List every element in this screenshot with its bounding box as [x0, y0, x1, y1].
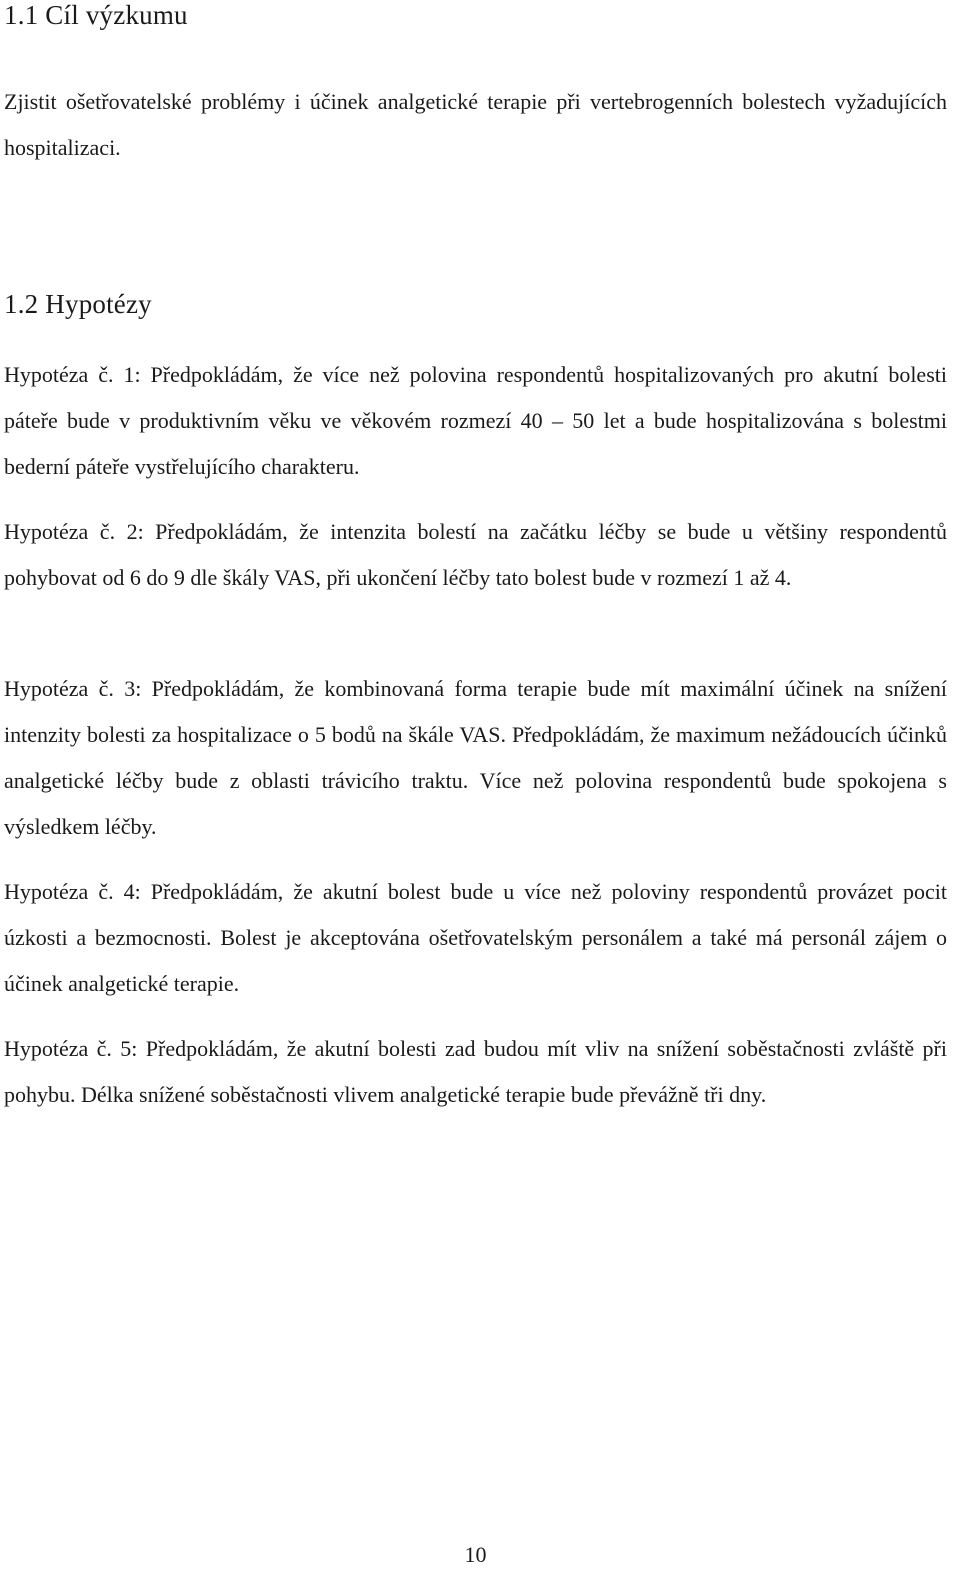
section-heading-hypotheses: 1.2 Hypotézy [4, 289, 152, 319]
hypothesis-1-paragraph: Hypotéza č. 1: Předpokládám, že více než polovina respondentů hospitalizovaných pro akutní bolesti páteře bude v produktivním věku ve věkovém rozmezí 40 – 50 let a bude hospitalizována s bolestmi bederní páteře vystřelujícího charakteru. [4, 362, 947, 479]
hypothesis-2-paragraph: Hypotéza č. 2: Předpokládám, že intenzita bolestí na začátku léčby se bude u většiny respondentů pohybovat od 6 do 9 dle škály VAS, při ukončení léčby tato bolest bude v rozmezí 1 až 4. [4, 519, 947, 590]
hypothesis-3-paragraph: Hypotéza č. 3: Předpokládám, že kombinovaná forma terapie bude mít maximální účinek na snížení intenzity bolesti za hospitalizace o 5 bodů na škále VAS. Předpokládám, že maximum nežádoucích účinků analgetické léčby bude z oblasti trávicího traktu. Více než polovina respondentů bude spokojena s výsledkem léčby. [4, 676, 947, 839]
hypothesis-5-paragraph: Hypotéza č. 5: Předpokládám, že akutní bolesti zad budou mít vliv na snížení soběstačnosti zvláště při pohybu. Délka snížené soběstačnosti vlivem analgetické terapie bude převážně tři dny. [4, 1036, 947, 1107]
section-heading-research-aim: 1.1 Cíl výzkumu [4, 0, 188, 30]
research-aim-paragraph: Zjistit ošetřovatelské problémy i účinek analgetické terapie při vertebrogenních bolestech vyžadujících hospitalizaci. [4, 89, 947, 160]
page-number: 10 [464, 1542, 487, 1567]
hypothesis-4-paragraph: Hypotéza č. 4: Předpokládám, že akutní bolest bude u více než poloviny respondentů provázet pocit úzkosti a bezmocnosti. Bolest je akceptována ošetřovatelským personálem a také má personál zájem o účinek analgetické terapie. [4, 879, 947, 996]
